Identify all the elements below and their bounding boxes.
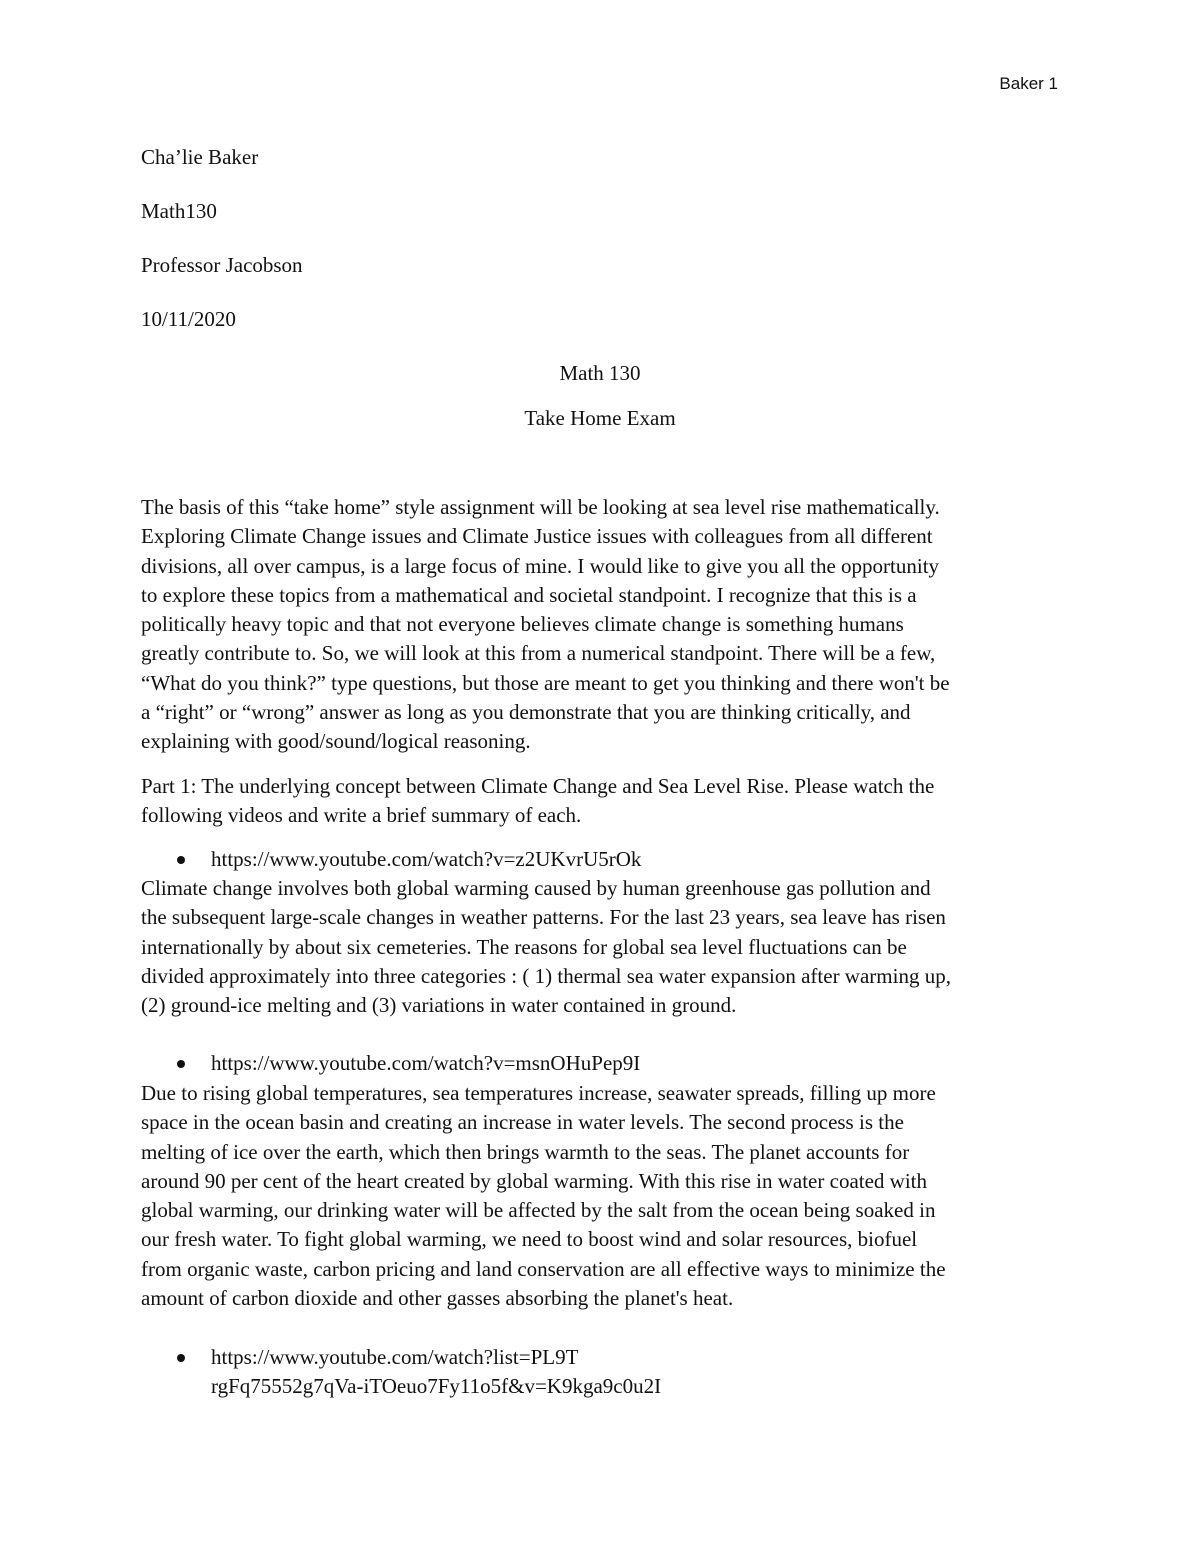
bullet-icon bbox=[177, 1354, 185, 1362]
summary-line: space in the ocean basin and creating an increase in water levels. The second process is the bbox=[141, 1110, 904, 1135]
video-list-item bbox=[141, 1049, 1061, 1079]
part1-line: Part 1: The underlying concept between Climate Change and Sea Level Rise. Please watch the bbox=[141, 774, 935, 798]
document-subtitle: Take Home Exam bbox=[524, 406, 676, 430]
intro-paragraph bbox=[141, 493, 1061, 757]
video-url-line[interactable]: rgFq75552g7qVa-iTOeuo7Fy11o5f&v=K9kga9c0u2I bbox=[211, 1374, 662, 1399]
summary-line: our fresh water. To fight global warming, we need to boost wind and solar resources, biofuel bbox=[141, 1227, 918, 1252]
intro-line: divisions, all over campus, is a large focus of mine. I would like to give you all the opportunity bbox=[141, 553, 940, 578]
intro-line: explaining with good/sound/logical reasoning. bbox=[141, 729, 531, 754]
video-url-line[interactable]: https://www.youtube.com/watch?v=msnOHuPep9I bbox=[211, 1051, 641, 1075]
summary-line: from organic waste, carbon pricing and land conservation are all effective ways to minimize the bbox=[141, 1256, 946, 1281]
video-summary bbox=[141, 1079, 1061, 1313]
intro-line: greatly contribute to. So, we will look at this from a numerical standpoint. There will be a few, bbox=[141, 641, 936, 666]
summary-line: divided approximately into three categories : ( 1) thermal sea water expansion after warming up, bbox=[141, 963, 951, 988]
bullet-icon bbox=[177, 856, 185, 864]
course-name: Math130 bbox=[141, 199, 217, 223]
video-url-line[interactable]: https://www.youtube.com/watch?v=z2UKvrU5rOk bbox=[211, 847, 642, 871]
part1-line: following videos and write a brief summary of each. bbox=[141, 803, 582, 828]
intro-line: The basis of this “take home” style assignment will be looking at sea level rise mathematically. bbox=[141, 495, 940, 519]
summary-line: around 90 per cent of the heart created by global warming. With this rise in water coated with bbox=[141, 1168, 928, 1193]
video-link[interactable] bbox=[211, 845, 641, 874]
bullet-icon bbox=[177, 1060, 185, 1068]
intro-line: Exploring Climate Change issues and Climate Justice issues with colleagues from all different bbox=[141, 524, 933, 549]
video-link[interactable] bbox=[211, 1343, 661, 1402]
summary-line: global warming, our drinking water will be affected by the salt from the ocean being soaked in bbox=[141, 1198, 936, 1223]
intro-line: politically heavy topic and that not everyone believes climate change is something humans bbox=[141, 612, 904, 637]
video-summary bbox=[141, 874, 1061, 1020]
summary-line: melting of ice over the earth, which then brings warmth to the seas. The planet accounts for bbox=[141, 1139, 910, 1164]
document-date: 10/11/2020 bbox=[141, 307, 236, 331]
summary-line: Climate change involves both global warming caused by human greenhouse gas pollution and bbox=[141, 876, 931, 900]
video-url-line[interactable]: https://www.youtube.com/watch?list=PL9T bbox=[211, 1345, 579, 1369]
intro-line: “What do you think?” type questions, but those are meant to get you thinking and there won't be bbox=[141, 670, 950, 695]
summary-line: Due to rising global temperatures, sea temperatures increase, seawater spreads, filling up more bbox=[141, 1081, 936, 1105]
summary-line: internationally by about six cemeteries. The reasons for global sea level fluctuations can be bbox=[141, 934, 907, 959]
document-title: Math 130 bbox=[559, 361, 641, 385]
video-link[interactable] bbox=[211, 1049, 640, 1078]
intro-line: a “right” or “wrong” answer as long as you demonstrate that you are thinking critically, and bbox=[141, 700, 911, 725]
summary-line: amount of carbon dioxide and other gasses absorbing the planet's heat. bbox=[141, 1286, 734, 1311]
summary-line: (2) ground-ice melting and (3) variations in water contained in ground. bbox=[141, 993, 737, 1018]
part1-instructions bbox=[141, 772, 1061, 831]
author-name: Cha’lie Baker bbox=[141, 145, 259, 169]
video-list-item bbox=[141, 1343, 1061, 1403]
intro-line: to explore these topics from a mathematical and societal standpoint. I recognize that this is a bbox=[141, 582, 917, 607]
summary-line: the subsequent large-scale changes in weather patterns. For the last 23 years, sea leave has risen bbox=[141, 905, 946, 930]
page-header-label: Baker 1 bbox=[999, 74, 1058, 93]
video-list-item bbox=[141, 845, 1061, 875]
professor-name: Professor Jacobson bbox=[141, 253, 303, 277]
